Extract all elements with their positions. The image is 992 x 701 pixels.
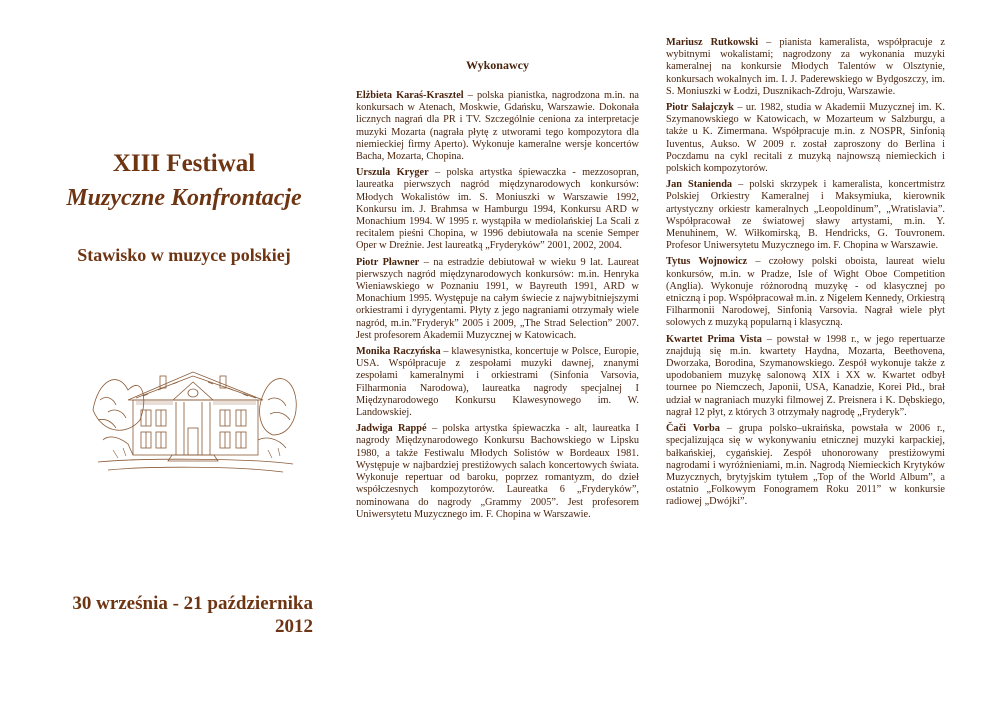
date-range: 30 września - 21 października [72, 593, 313, 614]
performer-name: Piotr Pławner [356, 256, 420, 268]
bio-entry [356, 346, 639, 419]
festival-subtitle: Muzyczne Konfrontacje [66, 185, 302, 211]
bio-entry [666, 256, 945, 329]
performer-bio: – na estradzie debiutował w wieku 9 lat. Laureat pierwszych nagród międzynarodowych konkursów: m.in. Henryka Wieniawskiego w Poznaniu 1991, w Bayreuth 1991, ARD w Monachium 1995. Występuje na całym świecie z najwybitniejszymi orkiestrami i dyrygentami. Płyty z jego nagraniami otrzymały wiele nagród, m.in.”Fryderyk” 2005 i 2009, „The Strad Selection” 2007. Jest profesorem Akademii Muzycznej w Katowicach. [356, 256, 639, 341]
performer-bio: – grupa polsko–ukraińska, powstała w 2006 r., specjalizująca się w wykonywaniu etnicznej muzyki karpackiej, bałkańskiej, cygańskiej. Zespół uhonorowany prestiżowymi nagrodami i wyróżnieniami, m.in. Nagrodą Niemieckich Krytyków Muzycznych, brytyjskim tytułem „Top of the World Album”, a ostatnio „Folkowym Fonogramem Roku 2011” w konkursie radiowej „Dwójki”. [666, 423, 945, 508]
bio-entry [666, 179, 945, 252]
festival-title: XIII Festiwal [112, 150, 256, 177]
bio-entry [666, 102, 945, 175]
performers-column-2 [666, 0, 945, 701]
performer-bio: – powstał w 1998 r., w jego repertuarze znajdują się m.in. kwartety Haydna, Mozarta, Beethovena, Dworzaka, Borodina, Szymanowskiego. Zespół wykonuje także z upodobaniem muzykę salonową XIX i XX w. Kwartet odbył tournee po Niemczech, Japonii, USA, Kanadzie, Korei Płd., brał udział w nagraniach muzyki filmowej Z. Preisnera i K. Dębskiego, nagrał 12 płyt, z których 3 otrzymały nagrodę „Fryderyk”. [666, 333, 945, 418]
cover-panel [0, 0, 348, 701]
performer-name: Mariusz Rutkowski [666, 37, 759, 48]
festival-dates [72, 592, 313, 638]
performer-name: Urszula Kryger [356, 167, 429, 179]
bio-entry [666, 423, 945, 508]
bio-entry [356, 423, 639, 521]
festival-year: 2012 [275, 616, 313, 637]
festival-venue-theme: Stawisko w muzyce polskiej [77, 245, 291, 265]
performer-name: Tytus Wojnowicz [666, 256, 748, 268]
bio-entry [356, 90, 639, 163]
performer-bio: – pianista kameralista, współpracuje z wybitnymi wokalistami; nagrodzony za wykonania muzyki kameralnej na konkursie Młodych Talentów w Olsztynie, konkursach wokalnych im. I. J. Paderewskiego w Bydgoszczy, im. S. Moniuszki w Łodzi, Dusznikach-Zdroju, Warszawie. [666, 37, 945, 97]
performers-column-1 [356, 0, 639, 701]
performer-bio: – ur. 1982, studia w Akademii Muzycznej im. K. Szymanowskiego w Katowicach, w Mozarteum w Salzburgu, a także u K. Zimermana. Współpracuje m.in. z NOSPR, Sinfonią Iuventus, Aukso. W 2009 r. został zaproszony do Berlina i Poczdamu na cykl recitali z muzyką najnowszą niemieckich i polskich kompozytorów. [666, 102, 946, 175]
performer-name: Elżbieta Karaś-Krasztel [356, 90, 464, 101]
performer-bio: – czołowy polski oboista, laureat wielu konkursów, m.in. w Pradze, Isle of Wight Oboe Competition (Anglia). Wykonuje różnorodną muzykę - od klasycznej po etniczną i pop. Współpracował m.in. z Nigelem Kennedy, Orkiestrą Filharmonii Narodowej, Sinfonią Varsovia. Nagrał wiele płyt solowych z muzyką popularną i klasyczną. [666, 256, 946, 329]
performer-name: Piotr Sałajczyk [666, 102, 734, 114]
performer-bio: – polska artystka śpiewaczka - alt, laureatka I nagrody Międzynarodowego Konkursu Bachowskiego w Lipsku 1980, a także Festiwalu Młodych Solistów w Bordeaux 1981. Występuje w najbardziej prestiżowych salach koncertowych świata. Wykonuje repertuar od baroku, poprzez romantyzm, do dzieł współczesnych kompozytorów. Laureatka 6 „Fryderyków”, nominowana do nagrody „Grammy 2005”. Jest profesorem Uniwersytetu Muzycznego im. F. Chopina w Warszawie. [356, 423, 639, 520]
manor-house-sketch [88, 340, 298, 490]
performer-bio: – polski skrzypek i kameralista, koncertmistrz Polskiej Orkiestry Kameralnej i Maksymiuka, kierownik artystyczny orkiestr kameralnych „Leopoldinum”, „Wratislavia”. Współpracował ze światowej sławy artystami, m.in. Y. Menuhinem, W. Wiłkomirską, B. Hendricks, G. Touvronem. Profesor Uniwersytetu Muzycznego im. F. Chopina w Warszawie. [666, 179, 945, 252]
bio-entry [666, 334, 945, 419]
performer-bio: – polska pianistka, nagrodzona m.in. na konkursach w Atenach, Moskwie, Gdańsku, Warszawie. Dokonała licznych nagrań dla PR i TV. Szczególnie ceniona za interpretacje muzyki Mozarta (nagrała płytę z utworami tego kompozytora dla niemieckiej firmy Aperto). Wykonuje kameralne wersje koncertów Bacha, Mozarta, Chopina. [356, 90, 639, 163]
bio-entry [666, 37, 945, 98]
performer-name: Čači Vorba [666, 423, 720, 435]
performers-heading: Wykonawcy [466, 58, 529, 72]
performer-name: Kwartet Prima Vista [666, 333, 762, 345]
performer-name: Jadwiga Rappé [356, 423, 427, 435]
performer-bio: – polska artystka śpiewaczka - mezzosopran, laureatka pierwszych nagród międzynarodowych konkursów: Młodych Wokalistów im. S. Moniuszki w Warszawie 1992, Konkursu im. J. Brahmsa w Hamburgu 1994, Konkursu ARD w Monachium 1994. W 1995 r. wystąpiła w mediolańskiej La Scali z recitalem pieśni Chopina, w 1996 debiutowała na scenie Semper Oper w Dreźnie. Jest laureatką „Fryderyków” 2001, 2002, 2004. [356, 167, 639, 252]
bio-entry [356, 257, 639, 342]
performer-name: Monika Raczyńska [356, 346, 441, 358]
bio-entry [356, 167, 639, 252]
performer-name: Jan Stanienda [666, 179, 733, 191]
performer-bio: – klawesynistka, koncertuje w Polsce, Europie, USA. Współpracuje z zespołami muzyki dawnej, znanymi zespołami kameralnymi i orkiestrami (Sinfonia Varsovia, Filharmonia Narodowa), laureatka nagrody specjalnej I Międzynarodowego Konkursu Klawesynowego im. W. Landowskiej. [356, 346, 640, 419]
